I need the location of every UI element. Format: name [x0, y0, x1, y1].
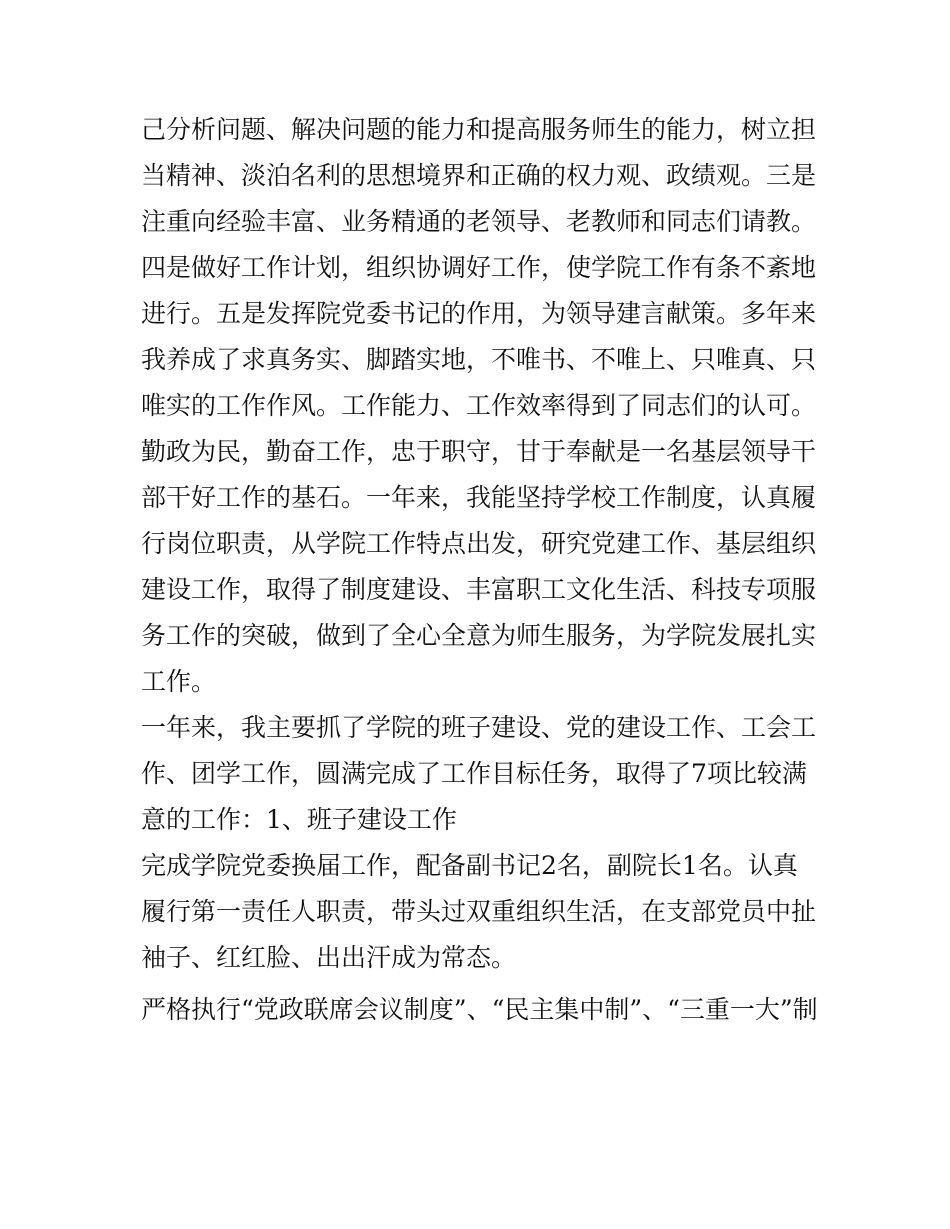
- text-line: 勤政为民，勤奋工作，忠于职守，甘于奉献是一名基层领导干: [141, 437, 817, 466]
- text-line: 袖子、红红脸、出出汗成为常态。: [141, 943, 517, 972]
- text-line: 行岗位职责，从学院工作特点出发，研究党建工作、基层组织: [141, 529, 817, 558]
- text-line: 履行第一责任人职责，带头过双重组织生活，在支部党员中扯: [141, 897, 817, 926]
- body-text: [141, 107, 821, 1033]
- text-line: 部干好工作的基石。一年来，我能坚持学校工作制度，认真履: [141, 483, 817, 512]
- text-line: 严格执行“党政联席会议制度”、“民主集中制”、“三重一大”制: [141, 995, 818, 1024]
- text-line: 建设工作，取得了制度建设、丰富职工文化生活、科技专项服: [141, 575, 817, 604]
- text-line: 当精神、淡泊名利的思想境界和正确的权力观、政绩观。三是: [141, 161, 817, 190]
- text-line: 进行。五是发挥院党委书记的作用，为领导建言献策。多年来: [141, 299, 817, 328]
- text-line: 我养成了求真务实、脚踏实地，不唯书、不唯上、只唯真、只: [141, 345, 817, 374]
- text-line: 务工作的突破，做到了全心全意为师生服务，为学院发展扎实: [141, 621, 817, 650]
- text-line: 四是做好工作计划，组织协调好工作，使学院工作有条不紊地: [141, 253, 817, 282]
- text-line: 注重向经验丰富、业务精通的老领导、老教师和同志们请教。: [141, 207, 817, 236]
- text-line: 己分析问题、解决问题的能力和提高服务师生的能力，树立担: [141, 115, 817, 144]
- text-line: 一年来，我主要抓了学院的班子建设、党的建设工作、工会工: [141, 713, 817, 742]
- text-line: 意的工作：1、班子建设工作: [141, 805, 457, 834]
- text-line: 唯实的工作作风。工作能力、工作效率得到了同志们的认可。: [141, 391, 817, 420]
- text-line: 完成学院党委换届工作，配备副书记2名，副院长1名。认真: [141, 851, 798, 880]
- text-line: 作、团学工作，圆满完成了工作目标任务，取得了7项比较满: [141, 759, 807, 788]
- text-line: 工作。: [141, 667, 217, 696]
